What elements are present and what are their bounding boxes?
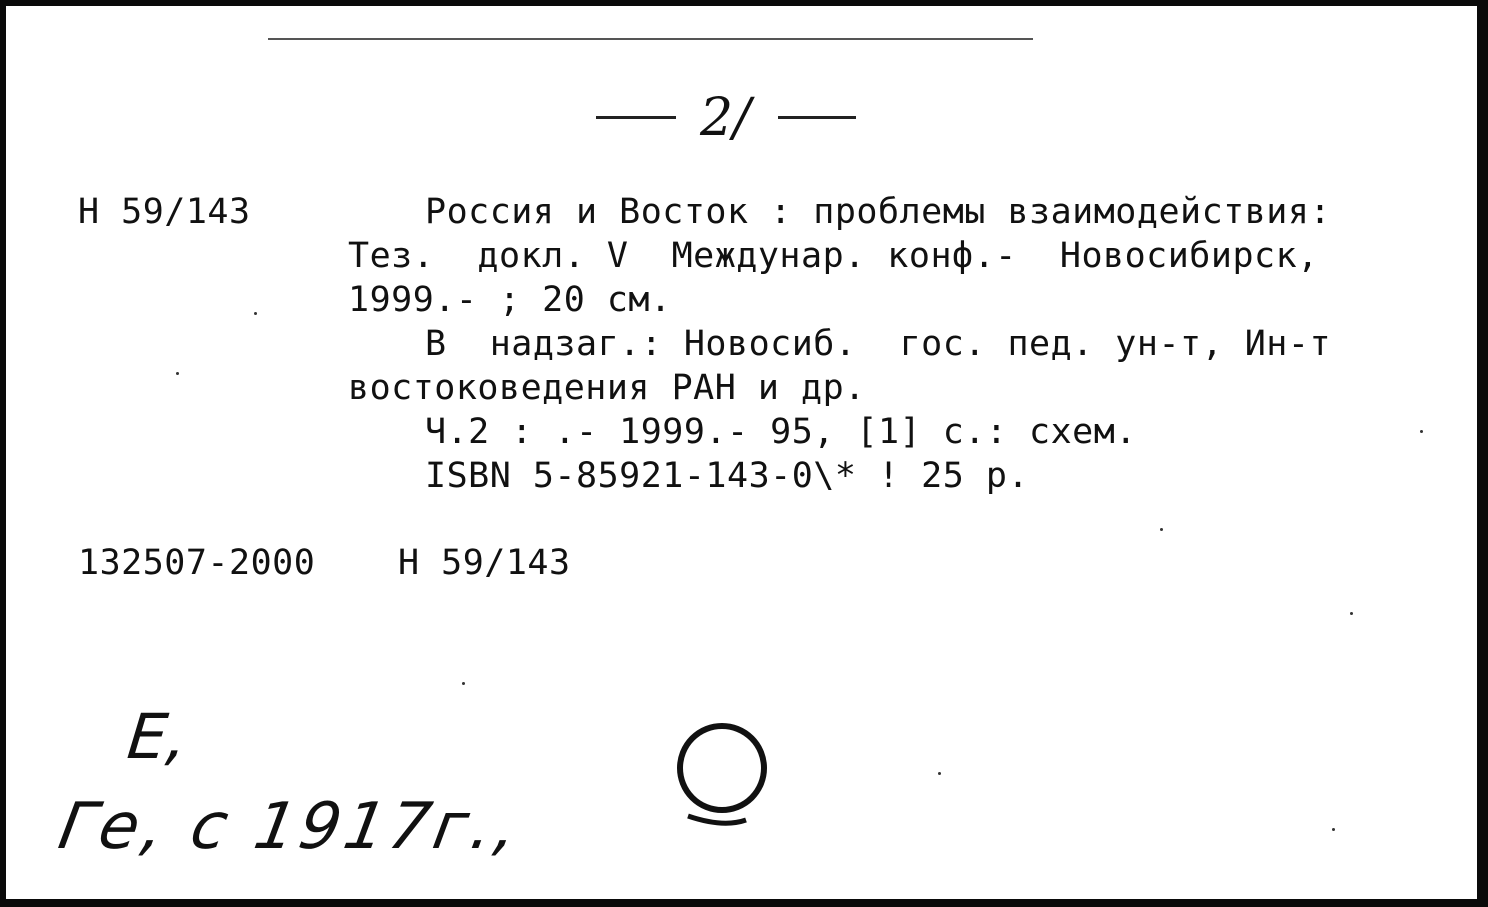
- publication-line: Тез. докл. V Междунар. конф.- Новосибирск,: [348, 236, 1319, 276]
- scan-speck: [938, 772, 941, 775]
- scan-speck: [254, 312, 257, 315]
- isbn-line: ISBN 5-85921-143-0\* ! 25 р.: [425, 456, 1030, 496]
- note-line-2: востоковедения РАН и др.: [348, 368, 866, 408]
- scan-speck: [1350, 612, 1353, 615]
- scan-speck: [176, 372, 179, 375]
- title-line: Россия и Восток : проблемы взаимодействия:: [425, 192, 1332, 232]
- card-border-top: [0, 0, 1488, 6]
- page-marker-dash-left: [596, 116, 676, 119]
- top-rule: [268, 38, 1033, 40]
- note-line-1: В надзаг.: Новосиб. гос. пед. ун-т, Ин-т: [425, 324, 1332, 364]
- card-border-bottom: [0, 899, 1488, 907]
- scan-speck: [462, 682, 465, 685]
- accession-number: 132507-2000: [78, 543, 316, 583]
- scan-speck: [1420, 430, 1423, 433]
- page-marker-dash-right: [778, 116, 856, 119]
- card-border-right: [1477, 0, 1488, 907]
- call-number-bottom: Н 59/143: [398, 543, 571, 583]
- card-border-left: [0, 0, 6, 907]
- scan-speck: [1332, 828, 1335, 831]
- punch-hole-icon: [668, 718, 778, 838]
- part-line: Ч.2 : .- 1999.- 95, [1] с.: схем.: [425, 412, 1137, 452]
- year-size-line: 1999.- ; 20 см.: [348, 280, 672, 320]
- call-number: Н 59/143: [78, 192, 251, 232]
- handwritten-note-2: Ге, с 1917г.,: [53, 790, 527, 864]
- scan-speck: [1160, 528, 1163, 531]
- page-marker: 2/: [700, 88, 751, 148]
- handwritten-note-1: Е,: [124, 700, 191, 773]
